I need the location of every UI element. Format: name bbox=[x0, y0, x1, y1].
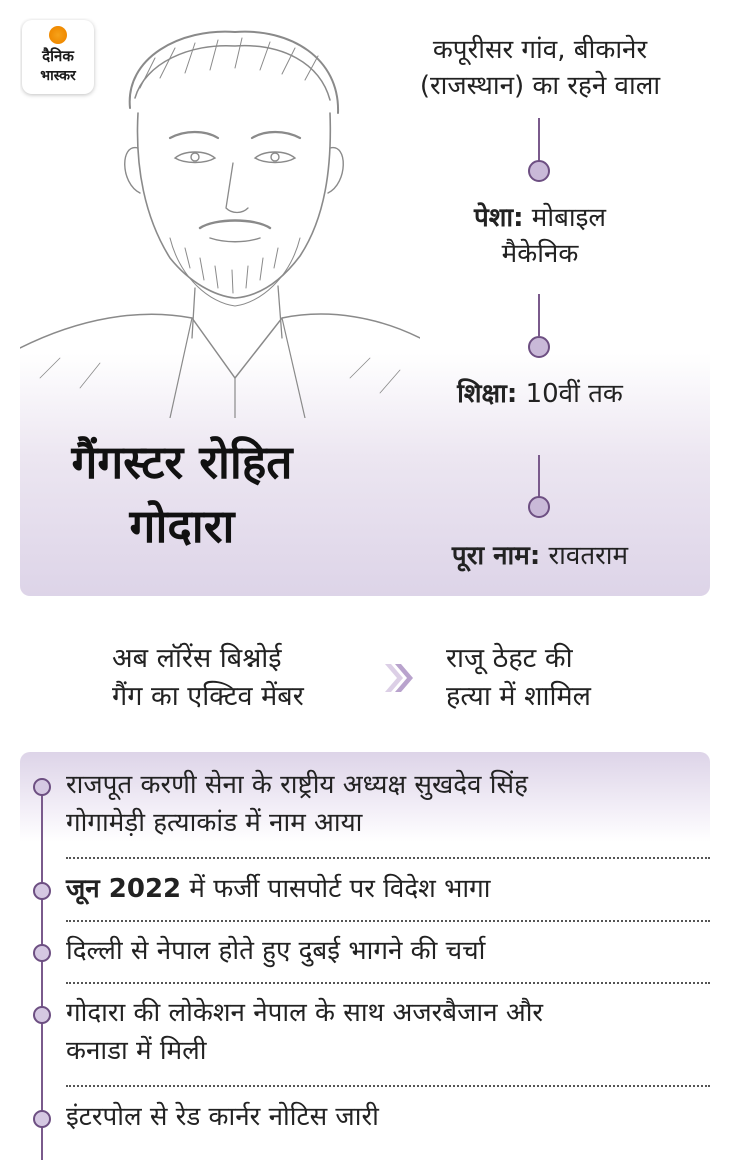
item5-text: इंटरपोल से रेड कार्नर नोटिस जारी bbox=[66, 1102, 379, 1132]
dainik-bhaskar-logo bbox=[22, 20, 94, 94]
page-title bbox=[22, 430, 342, 558]
education-label: शिक्षा: bbox=[457, 379, 518, 409]
gang-membership-text bbox=[112, 640, 304, 716]
divider bbox=[66, 920, 710, 922]
divider bbox=[66, 982, 710, 984]
timeline-connector bbox=[538, 294, 540, 336]
item1-line2: गोगामेड़ी हत्याकांड में नाम आया bbox=[66, 808, 363, 838]
item3-text: दिल्ली से नेपाल होते हुए दुबई भागने की चर्चा bbox=[66, 936, 486, 966]
item2-bold: जून 2022 bbox=[66, 874, 182, 904]
timeline-connector bbox=[538, 118, 540, 162]
divider bbox=[66, 857, 710, 859]
gang-line2: गैंग का एक्टिव मेंबर bbox=[112, 681, 304, 712]
list-item bbox=[66, 766, 706, 842]
profession-text bbox=[380, 200, 700, 272]
fullname-value: रावतराम bbox=[548, 541, 629, 571]
origin-line1: कपूरीसर गांव, बीकानेर bbox=[432, 35, 648, 65]
origin-text bbox=[380, 32, 700, 104]
murder-line1: राजू ठेहट की bbox=[446, 643, 573, 674]
education-text bbox=[380, 376, 700, 412]
double-chevron-right-icon bbox=[383, 662, 417, 694]
list-item bbox=[66, 994, 706, 1070]
list-bullet bbox=[33, 778, 51, 796]
education-value: 10वीं तक bbox=[525, 379, 623, 409]
title-line1: गैंगस्टर रोहित bbox=[71, 435, 293, 489]
item2-rest: में फर्जी पासपोर्ट पर विदेश भागा bbox=[189, 874, 491, 904]
logo-line1: दैनिक bbox=[42, 47, 74, 65]
item4-line2: कनाडा में मिली bbox=[66, 1036, 207, 1066]
item1-line1: राजपूत करणी सेना के राष्ट्रीय अध्यक्ष सुखदेव सिंह bbox=[66, 770, 528, 800]
title-line2: गोदारा bbox=[129, 499, 235, 553]
timeline-dot bbox=[528, 160, 550, 182]
logo-line2: भास्कर bbox=[40, 68, 76, 84]
profession-label: पेशा: bbox=[473, 203, 524, 233]
item4-line1: गोदारा की लोकेशन नेपाल के साथ अजरबैजान और bbox=[66, 998, 544, 1028]
origin-line2: (राजस्थान) का रहने वाला bbox=[419, 71, 661, 101]
profession-value2: मैकेनिक bbox=[501, 239, 579, 269]
murder-involvement-text bbox=[446, 640, 591, 716]
murder-line2: हत्या में शामिल bbox=[446, 681, 591, 712]
list-bullet bbox=[33, 944, 51, 962]
divider bbox=[66, 1085, 710, 1087]
list-item bbox=[66, 932, 706, 970]
timeline-connector bbox=[538, 455, 540, 497]
list-bullet bbox=[33, 1006, 51, 1024]
sun-icon bbox=[49, 26, 67, 44]
gang-line1: अब लॉरेंस बिश्नोई bbox=[112, 643, 282, 674]
profession-value1: मोबाइल bbox=[531, 203, 607, 233]
list-bullet bbox=[33, 1110, 51, 1128]
fullname-label: पूरा नाम: bbox=[451, 541, 541, 571]
list-rail bbox=[41, 780, 43, 1160]
fullname-text bbox=[380, 538, 700, 574]
list-item bbox=[66, 1098, 706, 1136]
timeline-dot bbox=[528, 336, 550, 358]
timeline-dot bbox=[528, 496, 550, 518]
list-bullet bbox=[33, 882, 51, 900]
list-item bbox=[66, 870, 706, 908]
